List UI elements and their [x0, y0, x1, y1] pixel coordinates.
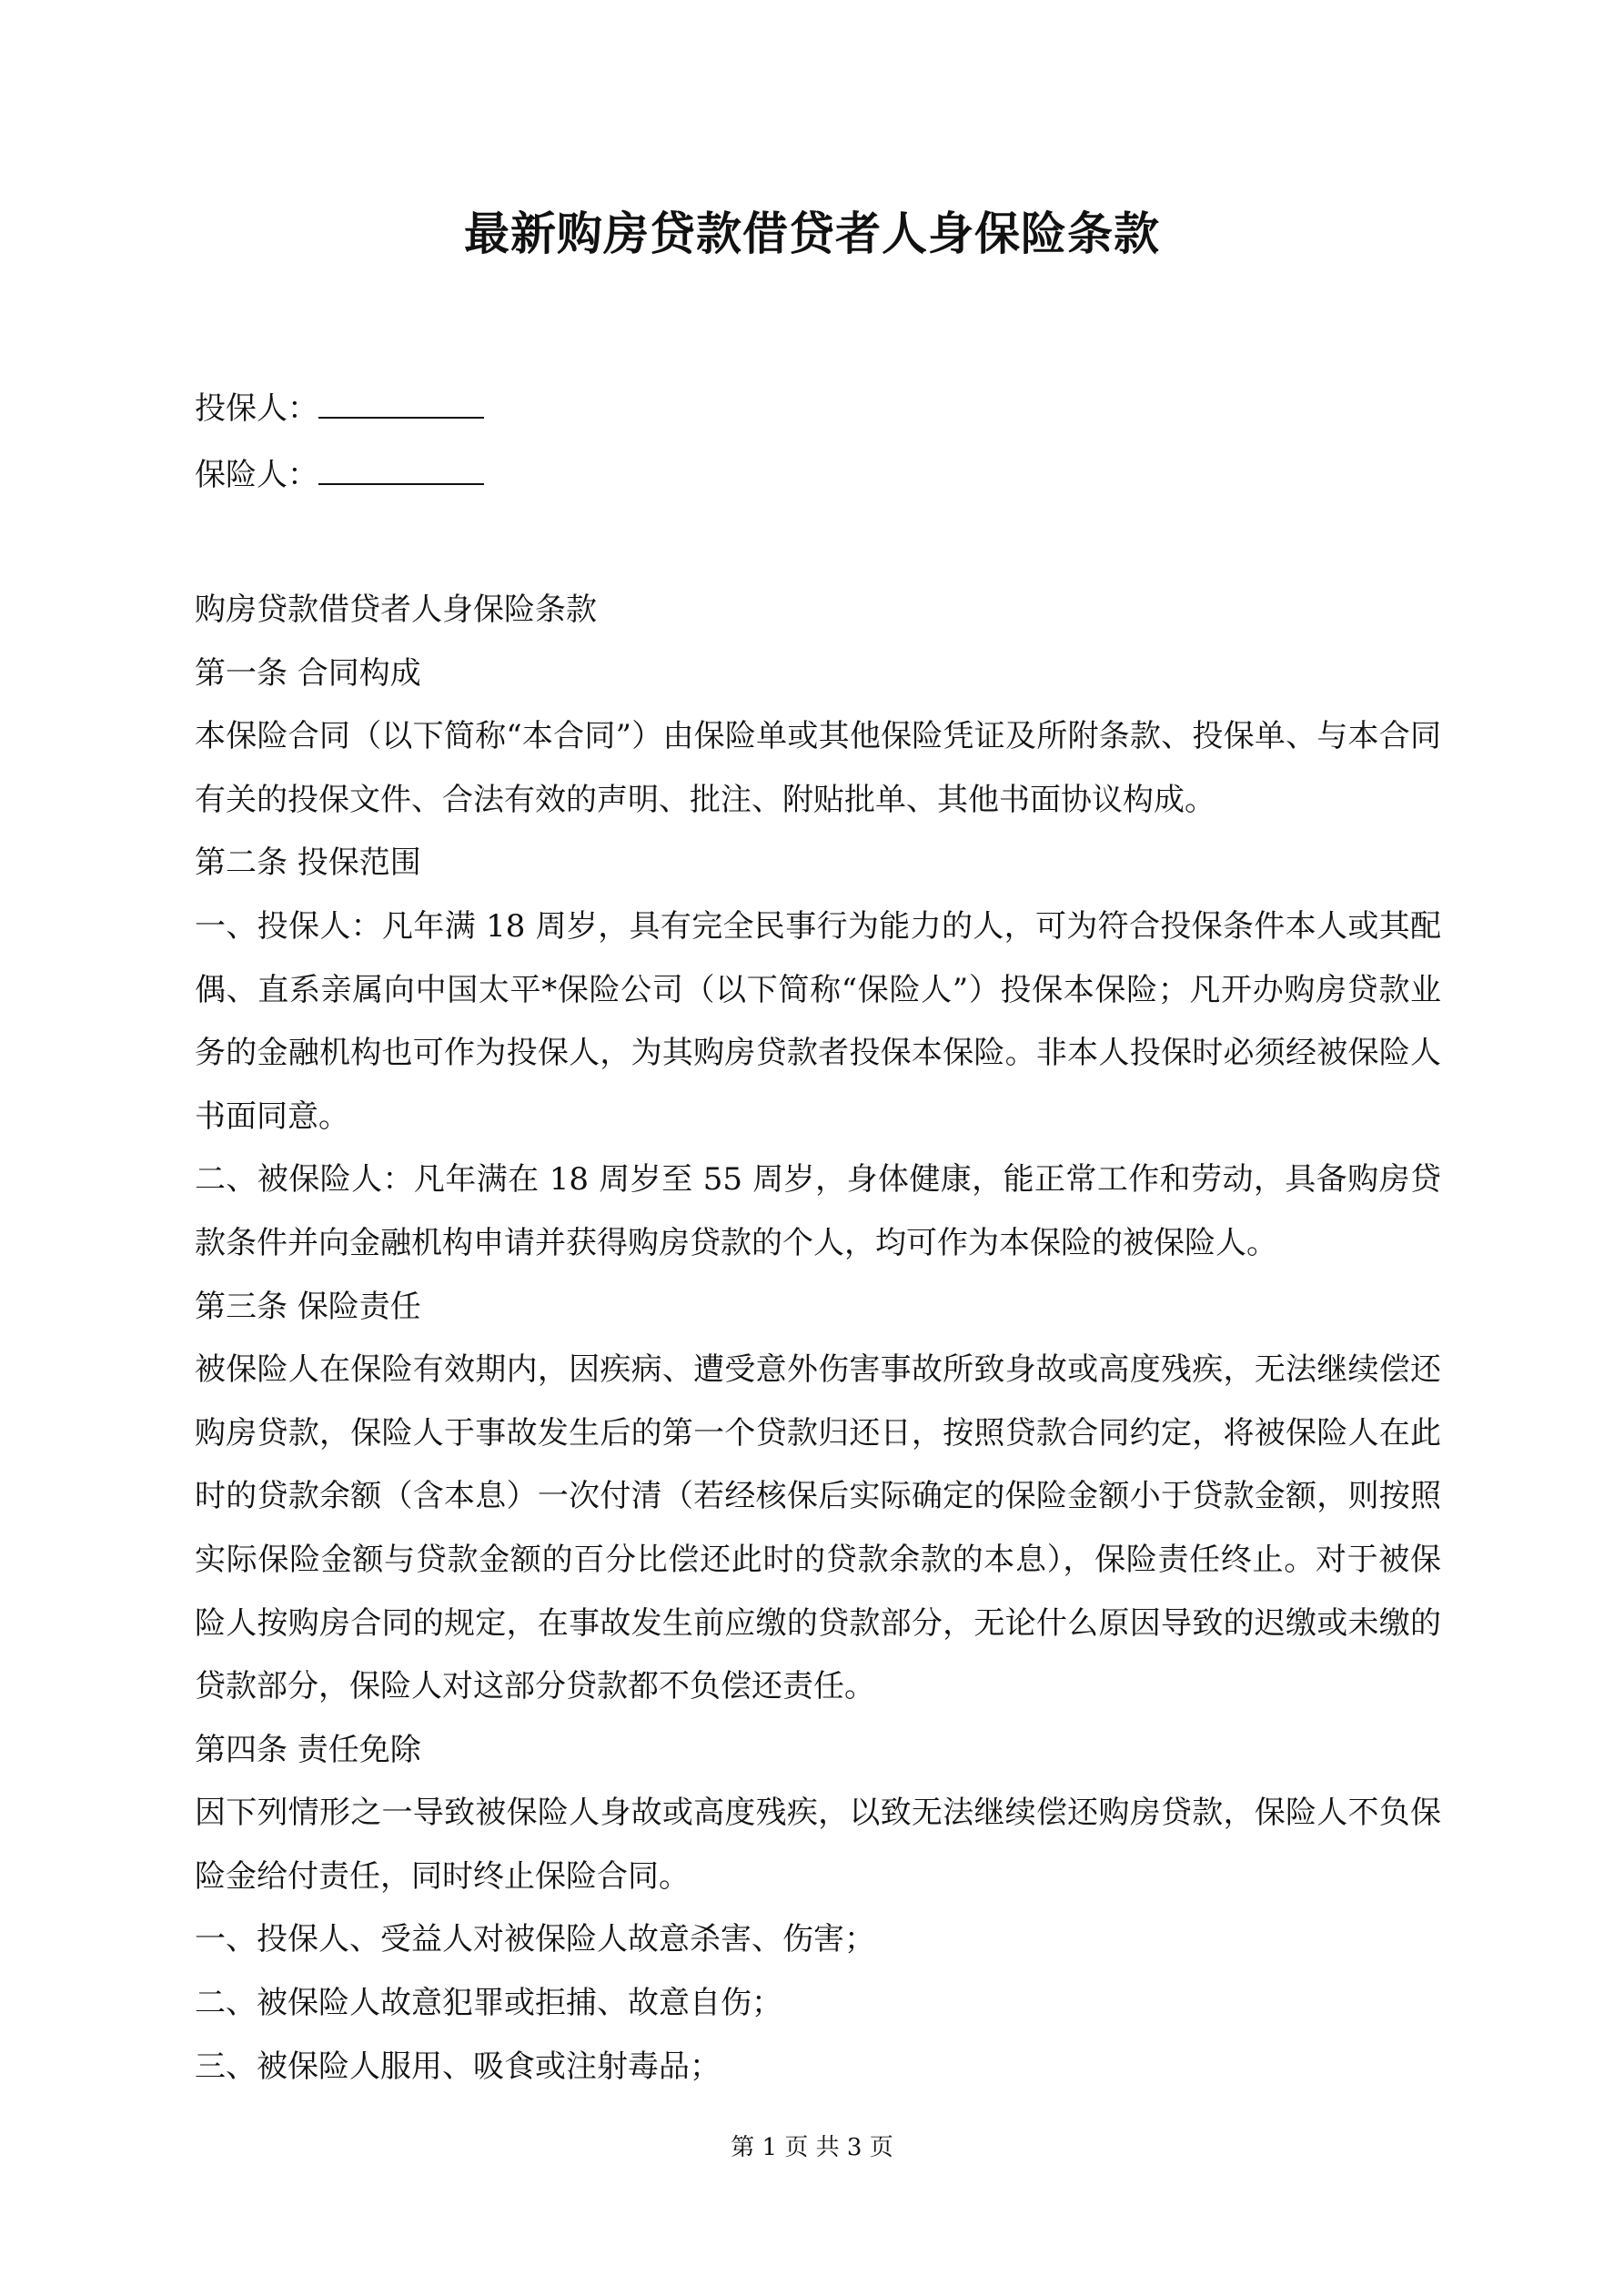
article-4-item-2: 二、被保险人故意犯罪或拒捕、故意自伤； — [195, 1985, 782, 2022]
body-heading: 购房贷款借贷者人身保险条款 — [195, 592, 597, 628]
article-1-heading: 第一条 合同构成 — [195, 654, 421, 692]
policyholder-blank — [318, 386, 484, 419]
policyholder-field — [195, 386, 484, 431]
article-2-heading: 第二条 投保范围 — [195, 845, 421, 882]
article-4-heading: 第四条 责任免除 — [195, 1731, 421, 1768]
insurer-field — [195, 452, 484, 498]
policyholder-label: 投保人： — [195, 390, 318, 427]
article-2-item-1: 一、投保人：凡年满 18 周岁，具有完全民事行为能力的人，可为符合投保条件本人或其配偶、直系亲属向中国太平*保险公司（以下简称“保险人”）投保本保险；凡开办购房贷款业务的金融机构也可作为投保人，为其购房贷款者投保本保险。非本人投保时必须经被保险人书面同意。 — [195, 907, 1441, 1135]
article-3-heading: 第三条 保险责任 — [195, 1288, 421, 1325]
insurer-label: 保险人： — [195, 457, 318, 493]
article-4-item-3: 三、被保险人服用、吸食或注射毒品； — [195, 2048, 721, 2085]
insurer-blank — [318, 452, 484, 485]
page-footer: 第 1 页 共 3 页 — [731, 2134, 893, 2161]
document-title: 最新购房贷款借贷者人身保险条款 — [464, 207, 1160, 260]
article-2-item-2: 二、被保险人：凡年满在 18 周岁至 55 周岁，身体健康，能正常工作和劳动，具备购房贷款条件并向金融机构申请并获得购房贷款的个人，均可作为本保险的被保险人。 — [195, 1161, 1441, 1261]
document-body — [195, 579, 1441, 2099]
article-4-item-1: 一、投保人、受益人对被保险人故意杀害、伤害； — [195, 1921, 875, 1958]
article-3-text: 被保险人在保险有效期内，因疾病、遭受意外伤害事故所致身故或高度残疾，无法继续偿还购房贷款，保险人于事故发生后的第一个贷款归还日，按照贷款合同约定，将被保险人在此时的贷款余额（含本息）一次付清（若经核保后实际确定的保险金额小于贷款金额，则按照实际保险金额与贷款金额的百分比偿还此时的贷款余款的本息），保险责任终止。对于被保险人按购房合同的规定，在事故发生前应缴的贷款部分，无论什么原因导致的迟缴或未缴的贷款部分，保险人对这部分贷款都不负偿还责任。 — [195, 1351, 1441, 1705]
article-1-text: 本保险合同（以下简称“本合同”）由保险单或其他保险凭证及所附条款、投保单、与本合同有关的投保文件、合法有效的声明、批注、附贴批单、其他书面协议构成。 — [195, 718, 1441, 818]
article-4-text: 因下列情形之一导致被保险人身故或高度残疾，以致无法继续偿还购房贷款，保险人不负保险金给付责任，同时终止保险合同。 — [195, 1795, 1441, 1895]
